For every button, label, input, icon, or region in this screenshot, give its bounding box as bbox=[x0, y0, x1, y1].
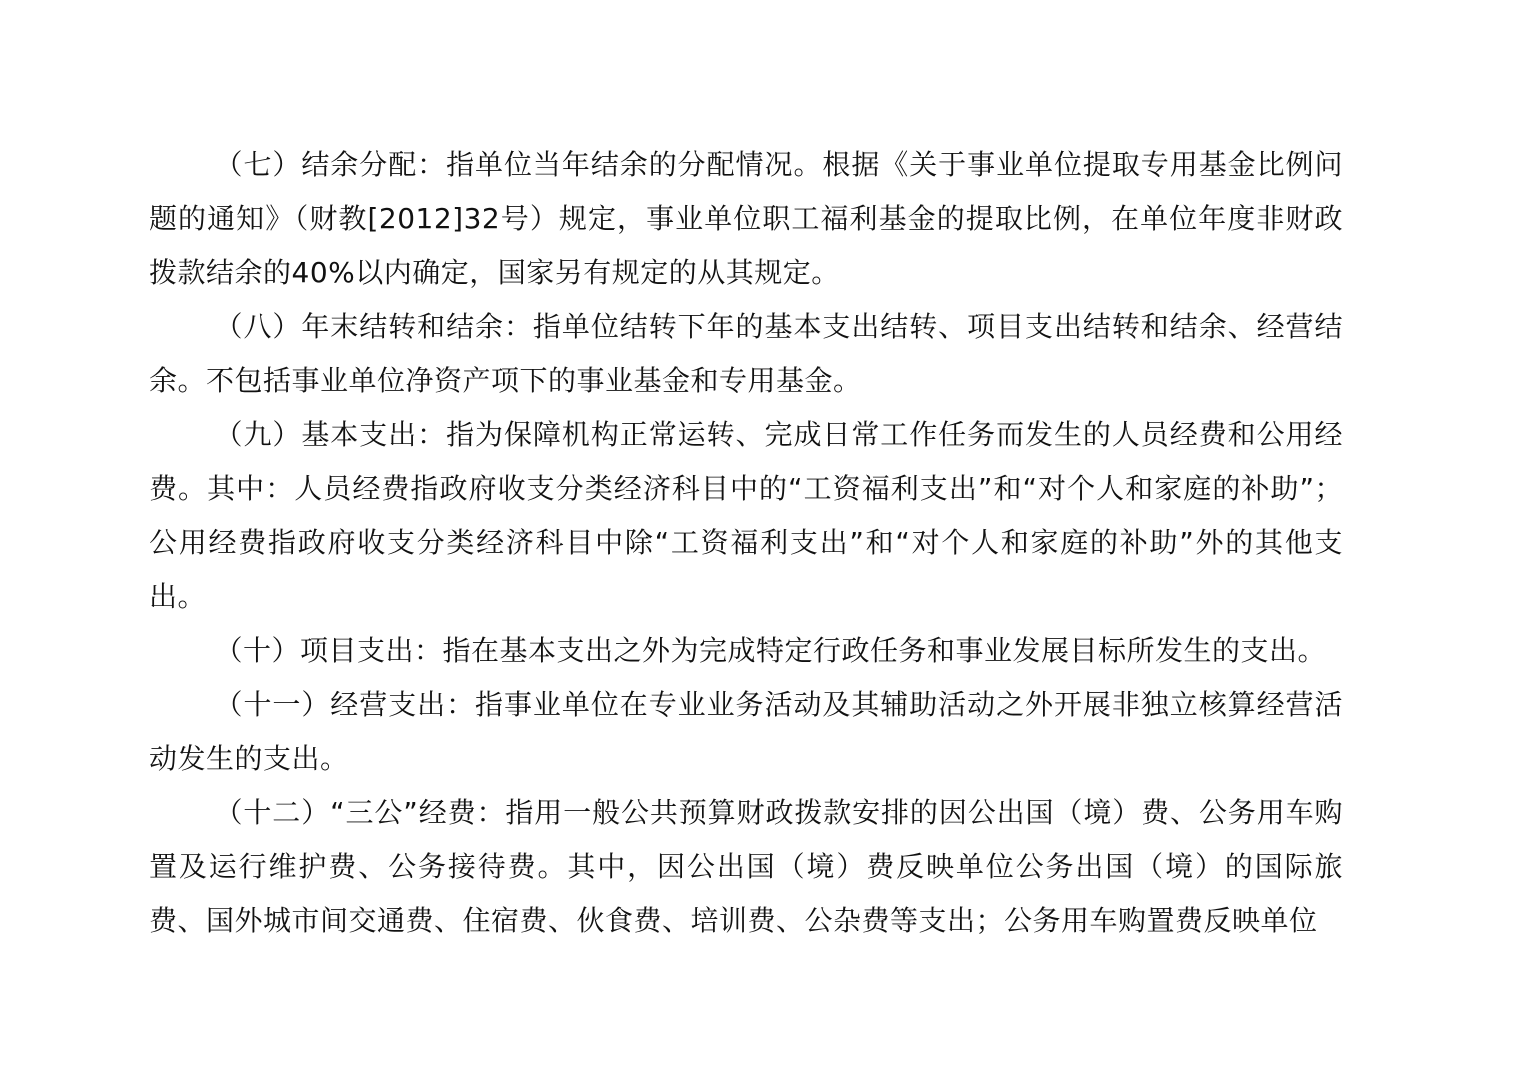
paragraph-year-end-carryover: （八）年末结转和结余：指单位结转下年的基本支出结转、项目支出结转和结余、经营结余。不包括事业单位净资产项下的事业基金和专用基金。 bbox=[149, 310, 1343, 397]
paragraph-basic-expenditure: （九）基本支出：指为保障机构正常运转、完成日常工作任务而发生的人员经费和公用经费。其中：人员经费指政府收支分类经济科目中的“工资福利支出”和“对个人和家庭的补助”；公用经费指政府收支分类经济科目中除“工资福利支出”和“对个人和家庭的补助”外的其他支出。 bbox=[149, 418, 1343, 613]
paragraph-surplus-distribution: （七）结余分配：指单位当年结余的分配情况。根据《关于事业单位提取专用基金比例问题的通知》（财教[2012]32号）规定，事业单位职工福利基金的提取比例，在单位年度非财政拨款结余的40%以内确定，国家另有规定的从其规定。 bbox=[149, 148, 1343, 289]
paragraph-three-public-expenses: （十二）“三公”经费：指用一般公共预算财政拨款安排的因公出国（境）费、公务用车购置及运行维护费、公务接待费。其中，因公出国（境）费反映单位公务出国（境）的国际旅费、国外城市间交通费、住宿费、伙食费、培训费、公杂费等支出；公务用车购置费反映单位 bbox=[149, 796, 1343, 937]
paragraph-operating-expenditure: （十一）经营支出：指事业单位在专业业务活动及其辅助活动之外开展非独立核算经营活动发生的支出。 bbox=[149, 688, 1343, 775]
paragraph-project-expenditure: （十）项目支出：指在基本支出之外为完成特定行政任务和事业发展目标所发生的支出。 bbox=[214, 634, 1327, 667]
document-body bbox=[149, 138, 1343, 948]
